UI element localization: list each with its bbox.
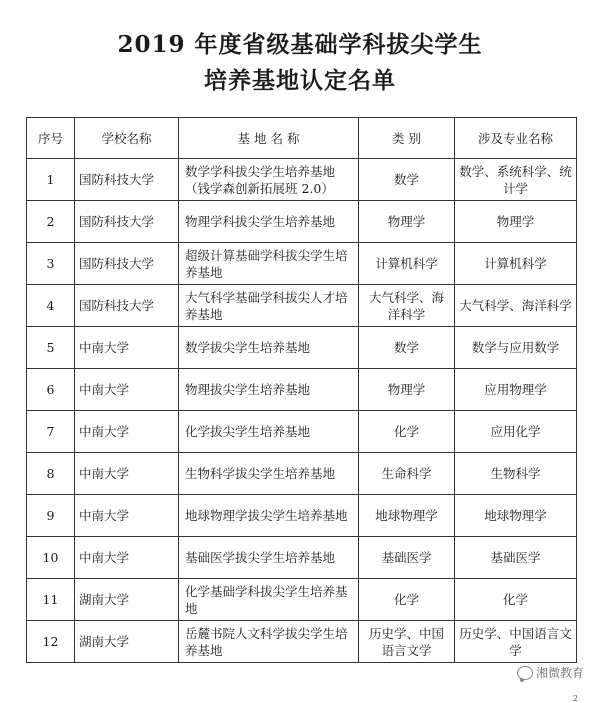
table-body xyxy=(27,159,577,663)
category-cell: 化学 xyxy=(359,579,455,621)
base-name-cell: 生物科学拔尖学生培养基地 xyxy=(179,453,359,495)
category-cell: 化学 xyxy=(359,411,455,453)
table-row xyxy=(27,537,577,579)
majors-cell: 历史学、中国语言文学 xyxy=(455,621,577,663)
majors-cell: 应用化学 xyxy=(455,411,577,453)
school-name-cell: 国防科技大学 xyxy=(75,285,179,327)
majors-cell: 化学 xyxy=(455,579,577,621)
majors-cell: 基础医学 xyxy=(455,537,577,579)
row-number-cell: 8 xyxy=(27,453,75,495)
table-row xyxy=(27,201,577,243)
table-row xyxy=(27,159,577,201)
base-list-table xyxy=(26,117,577,663)
table-row xyxy=(27,243,577,285)
table-row xyxy=(27,369,577,411)
category-cell: 地球物理学 xyxy=(359,495,455,537)
majors-cell: 地球物理学 xyxy=(455,495,577,537)
school-name-cell: 湖南大学 xyxy=(75,579,179,621)
category-cell: 历史学、中国语言文学 xyxy=(359,621,455,663)
row-number-cell: 1 xyxy=(27,159,75,201)
school-name-cell: 湖南大学 xyxy=(75,621,179,663)
header-school: 学校名称 xyxy=(75,118,179,159)
row-number-cell: 2 xyxy=(27,201,75,243)
table-row xyxy=(27,579,577,621)
school-name-cell: 国防科技大学 xyxy=(75,243,179,285)
row-number-cell: 12 xyxy=(27,621,75,663)
majors-cell: 大气科学、海洋科学 xyxy=(455,285,577,327)
school-name-cell: 国防科技大学 xyxy=(75,201,179,243)
base-name-cell: 化学拔尖学生培养基地 xyxy=(179,411,359,453)
school-name-cell: 中南大学 xyxy=(75,411,179,453)
table-row xyxy=(27,285,577,327)
watermark-text: 湘微教育 xyxy=(535,666,584,680)
page-number: 2 xyxy=(572,694,578,703)
table-row xyxy=(27,495,577,537)
majors-cell: 数学与应用数学 xyxy=(455,327,577,369)
row-number-cell: 9 xyxy=(27,495,75,537)
base-name-cell: 基础医学拔尖学生培养基地 xyxy=(179,537,359,579)
category-cell: 基础医学 xyxy=(359,537,455,579)
base-name-cell: 地球物理学拔尖学生培养基地 xyxy=(179,495,359,537)
base-name-cell: 物理拔尖学生培养基地 xyxy=(179,369,359,411)
base-name-cell: 大气科学基础学科拔尖人才培养基地 xyxy=(179,285,359,327)
majors-cell: 应用物理学 xyxy=(455,369,577,411)
header-category: 类 别 xyxy=(359,118,455,159)
category-cell: 物理学 xyxy=(359,369,455,411)
majors-cell: 计算机科学 xyxy=(455,243,577,285)
header-base-name: 基 地 名 称 xyxy=(179,118,359,159)
table-row xyxy=(27,327,577,369)
wechat-icon xyxy=(517,666,533,680)
category-cell: 数学 xyxy=(359,159,455,201)
watermark xyxy=(515,664,586,681)
header-no: 序号 xyxy=(27,118,75,159)
table-header-row xyxy=(27,118,577,159)
base-name-cell: 物理学科拔尖学生培养基地 xyxy=(179,201,359,243)
category-cell: 计算机科学 xyxy=(359,243,455,285)
school-name-cell: 中南大学 xyxy=(75,453,179,495)
school-name-cell: 中南大学 xyxy=(75,537,179,579)
majors-cell: 生物科学 xyxy=(455,453,577,495)
majors-cell: 数学、系统科学、统计学 xyxy=(455,159,577,201)
base-name-cell: 数学拔尖学生培养基地 xyxy=(179,327,359,369)
row-number-cell: 4 xyxy=(27,285,75,327)
table-row xyxy=(27,621,577,663)
category-cell: 大气科学、海洋科学 xyxy=(359,285,455,327)
school-name-cell: 中南大学 xyxy=(75,327,179,369)
row-number-cell: 7 xyxy=(27,411,75,453)
base-name-cell: 数学学科拔尖学生培养基地（钱学森创新拓展班 2.0） xyxy=(179,159,359,201)
base-name-cell: 超级计算基础学科拔尖学生培养基地 xyxy=(179,243,359,285)
school-name-cell: 国防科技大学 xyxy=(75,159,179,201)
row-number-cell: 10 xyxy=(27,537,75,579)
category-cell: 物理学 xyxy=(359,201,455,243)
table-row xyxy=(27,411,577,453)
category-cell: 生命科学 xyxy=(359,453,455,495)
document-title-line1: 2019 年度省级基础学科拔尖学生 xyxy=(117,31,483,58)
school-name-cell: 中南大学 xyxy=(75,369,179,411)
majors-cell: 物理学 xyxy=(455,201,577,243)
header-majors: 涉及专业名称 xyxy=(455,118,577,159)
school-name-cell: 中南大学 xyxy=(75,495,179,537)
row-number-cell: 5 xyxy=(27,327,75,369)
category-cell: 数学 xyxy=(359,327,455,369)
base-name-cell: 化学基础学科拔尖学生培养基地 xyxy=(179,579,359,621)
base-name-cell: 岳麓书院人文科学拔尖学生培养基地 xyxy=(179,621,359,663)
row-number-cell: 3 xyxy=(27,243,75,285)
table-row xyxy=(27,453,577,495)
row-number-cell: 6 xyxy=(27,369,75,411)
document-title-line2: 培养基地认定名单 xyxy=(204,67,396,94)
row-number-cell: 11 xyxy=(27,579,75,621)
